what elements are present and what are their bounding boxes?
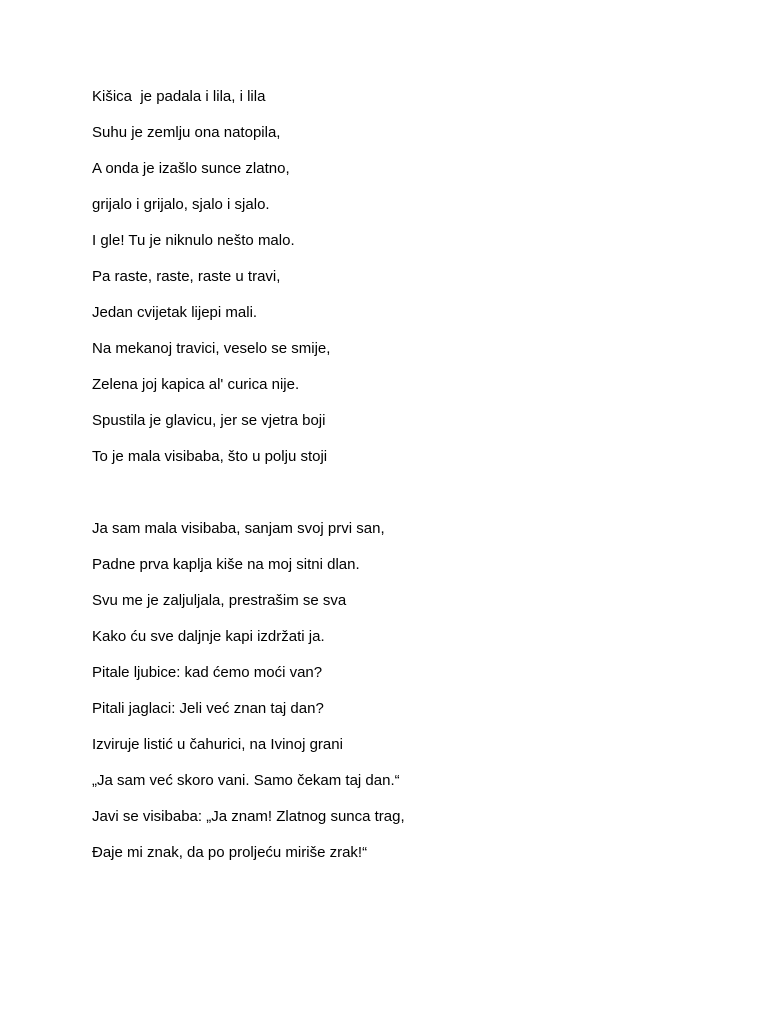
poem-line: „Ja sam već skoro vani. Samo čekam taj dan.“	[92, 772, 400, 789]
poem-line: Izviruje listić u čahurici, na Ivinoj grani	[92, 736, 343, 753]
poem-line: Suhu je zemlju ona natopila,	[92, 124, 281, 141]
poem-line: grijalo i grijalo, sjalo i sjalo.	[92, 196, 270, 213]
poem-line: Javi se visibaba: „Ja znam! Zlatnog sunca trag,	[92, 808, 405, 825]
poem-line: Na mekanoj travici, veselo se smije,	[92, 340, 331, 357]
poem-line: Pitali jaglaci: Jeli već znan taj dan?	[92, 700, 324, 717]
poem-line: Zelena joj kapica al' curica nije.	[92, 376, 300, 393]
poem-line: Kišica je padala i lila, i lila	[92, 88, 266, 105]
poem-line: Đaje mi znak, da po proljeću miriše zrak!“	[92, 844, 368, 861]
poem-line: Spustila je glavicu, jer se vjetra boji	[92, 412, 326, 429]
poem-line: I gle! Tu je niknulo nešto malo.	[92, 232, 295, 249]
poem-line: Kako ću sve daljnje kapi izdržati ja.	[92, 628, 325, 645]
poem-line: A onda je izašlo sunce zlatno,	[92, 160, 290, 177]
poem-line: Pa raste, raste, raste u travi,	[92, 268, 281, 285]
poem-line: Pitale ljubice: kad ćemo moći van?	[92, 664, 323, 681]
poem-line: Svu me je zaljuljala, prestrašim se sva	[92, 592, 347, 609]
poem-stanza-2	[92, 519, 732, 879]
poem-stanza-1	[92, 87, 732, 483]
poem-line: Jedan cvijetak lijepi mali.	[92, 304, 258, 321]
poem-line: Ja sam mala visibaba, sanjam svoj prvi san,	[92, 520, 385, 537]
poem-line: Padne prva kaplja kiše na moj sitni dlan.	[92, 556, 360, 573]
poem-line: To je mala visibaba, što u polju stoji	[92, 448, 328, 465]
